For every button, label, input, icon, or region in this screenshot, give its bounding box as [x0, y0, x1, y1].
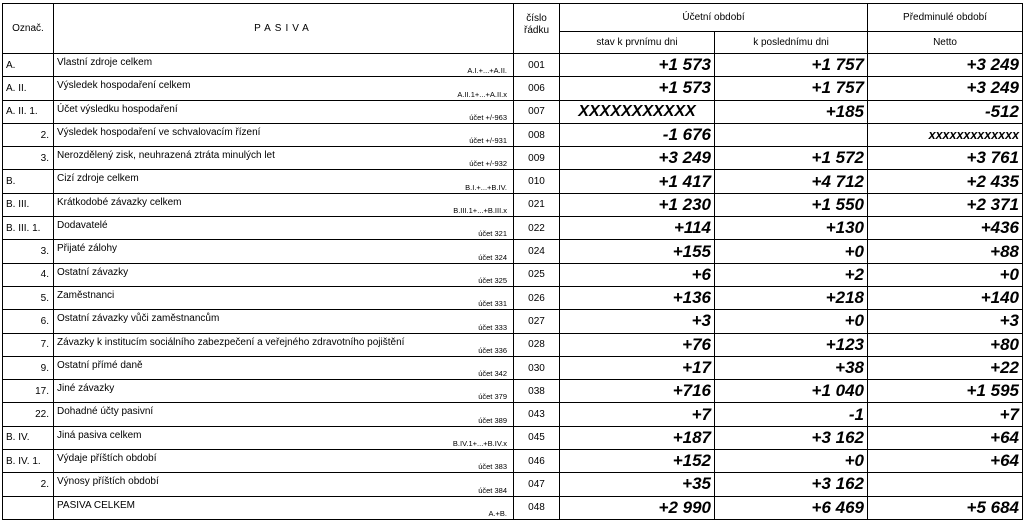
row-oznaceni: B. III.	[3, 193, 54, 216]
row-oznaceni: B. III. 1.	[3, 217, 54, 240]
row-oznaceni: 5.	[3, 286, 54, 309]
value-netto: +436	[868, 217, 1023, 240]
row-label-cell	[54, 473, 514, 496]
row-account-ref: účet 336	[478, 345, 507, 355]
row-oznaceni: 22.	[3, 403, 54, 426]
value-first-day: +136	[560, 286, 715, 309]
table-row	[3, 333, 1023, 356]
row-cislo-radku: 007	[514, 100, 560, 123]
value-first-day: +1 417	[560, 170, 715, 193]
row-cislo-radku: 030	[514, 356, 560, 379]
row-label: Účet výsledku hospodaření	[57, 103, 178, 115]
row-account-ref: A.+B.	[488, 508, 507, 518]
row-cislo-radku: 021	[514, 193, 560, 216]
row-account-ref: účet 321	[478, 229, 507, 239]
table-row	[3, 286, 1023, 309]
row-account-ref: A.I.+...+A.II.	[467, 66, 507, 76]
row-label: Závazky k institucím sociálního zabezpečení a veřejného zdravotního pojištění	[57, 336, 405, 348]
row-label: Výdaje příštích období	[57, 453, 157, 465]
row-account-ref: účet 325	[478, 275, 507, 285]
value-netto: +3 761	[868, 147, 1023, 170]
header-predminule-obdobi: Předminulé období	[868, 4, 1023, 32]
row-label: Cizí zdroje celkem	[57, 173, 139, 185]
value-netto: +5 684	[868, 496, 1023, 519]
value-last-day: +4 712	[715, 170, 868, 193]
row-label-cell	[54, 333, 514, 356]
value-last-day: +123	[715, 333, 868, 356]
value-last-day: +1 757	[715, 54, 868, 77]
value-first-day: +6	[560, 263, 715, 286]
value-netto: -512	[868, 100, 1023, 123]
header-netto: Netto	[868, 32, 1023, 54]
value-last-day: +3 162	[715, 473, 868, 496]
value-netto: +64	[868, 450, 1023, 473]
value-last-day: +0	[715, 310, 868, 333]
row-account-ref: účet 324	[478, 252, 507, 262]
row-label: Zaměstnanci	[57, 289, 115, 301]
value-netto: +80	[868, 333, 1023, 356]
row-oznaceni: 2.	[3, 473, 54, 496]
row-cislo-radku: 008	[514, 123, 560, 146]
value-last-day: -1	[715, 403, 868, 426]
table-row	[3, 473, 1023, 496]
row-cislo-radku: 026	[514, 286, 560, 309]
row-oznaceni: B.	[3, 170, 54, 193]
row-account-ref: účet 383	[478, 462, 507, 472]
value-first-day: +17	[560, 356, 715, 379]
value-last-day: +6 469	[715, 496, 868, 519]
table-row	[3, 426, 1023, 449]
table-row	[3, 147, 1023, 170]
row-label-cell	[54, 240, 514, 263]
table-row	[3, 263, 1023, 286]
row-oznaceni: 6.	[3, 310, 54, 333]
row-cislo-radku: 045	[514, 426, 560, 449]
row-label-cell	[54, 450, 514, 473]
table-row	[3, 450, 1023, 473]
row-label: Dodavatelé	[57, 220, 108, 232]
row-account-ref: účet 342	[478, 369, 507, 379]
value-netto: +0	[868, 263, 1023, 286]
row-label-cell	[54, 356, 514, 379]
row-oznaceni: 7.	[3, 333, 54, 356]
row-label: Krátkodobé závazky celkem	[57, 196, 182, 208]
value-netto: +140	[868, 286, 1023, 309]
row-label: Výnosy příštích období	[57, 476, 159, 488]
row-cislo-radku: 047	[514, 473, 560, 496]
row-label: Dohadné účty pasivní	[57, 406, 154, 418]
header-oznac: Označ.	[3, 4, 54, 54]
value-first-day: XXXXXXXXXXX	[560, 100, 715, 123]
row-cislo-radku: 043	[514, 403, 560, 426]
table-row	[3, 496, 1023, 519]
row-cislo-radku: 024	[514, 240, 560, 263]
value-first-day: +187	[560, 426, 715, 449]
value-last-day: +218	[715, 286, 868, 309]
row-label-cell	[54, 403, 514, 426]
value-last-day: +130	[715, 217, 868, 240]
row-cislo-radku: 027	[514, 310, 560, 333]
table-row	[3, 100, 1023, 123]
table-row	[3, 217, 1023, 240]
row-label-cell	[54, 217, 514, 240]
row-cislo-radku: 022	[514, 217, 560, 240]
row-account-ref: účet +/-932	[469, 159, 507, 169]
balance-sheet-liabilities	[2, 3, 1022, 520]
value-first-day: -1 676	[560, 123, 715, 146]
table-row	[3, 240, 1023, 263]
value-first-day: +114	[560, 217, 715, 240]
row-label-cell	[54, 286, 514, 309]
row-label: Výsledek hospodaření celkem	[57, 80, 191, 92]
value-netto: +3	[868, 310, 1023, 333]
row-oznaceni: 2.	[3, 123, 54, 146]
row-account-ref: B.III.1+...+B.III.x	[453, 206, 507, 216]
row-label: Nerozdělený zisk, neuhrazená ztráta minulých let	[57, 150, 275, 162]
value-netto: +3 249	[868, 54, 1023, 77]
table-row	[3, 380, 1023, 403]
row-cislo-radku: 038	[514, 380, 560, 403]
header-last-day: k poslednímu dni	[715, 32, 868, 54]
row-oznaceni: 4.	[3, 263, 54, 286]
row-oznaceni	[3, 496, 54, 519]
row-account-ref: A.II.1+...+A.II.x	[457, 89, 507, 99]
row-label: PASIVA CELKEM	[57, 499, 135, 511]
row-account-ref: účet 333	[478, 322, 507, 332]
value-netto: +88	[868, 240, 1023, 263]
row-oznaceni: 3.	[3, 240, 54, 263]
row-label-cell	[54, 54, 514, 77]
value-last-day	[715, 123, 868, 146]
value-first-day: +1 230	[560, 193, 715, 216]
row-oznaceni: A. II. 1.	[3, 100, 54, 123]
table-row	[3, 170, 1023, 193]
row-oznaceni: A.	[3, 54, 54, 77]
row-oznaceni: B. IV. 1.	[3, 450, 54, 473]
value-netto: xxxxxxxxxxxxx	[868, 123, 1023, 146]
table-row	[3, 403, 1023, 426]
row-oznaceni: 17.	[3, 380, 54, 403]
row-label: Jiná pasiva celkem	[57, 429, 142, 441]
row-account-ref: účet 379	[478, 392, 507, 402]
header-ucetni-obdobi: Účetní období	[560, 4, 868, 32]
value-first-day: +2 990	[560, 496, 715, 519]
row-account-ref: účet 384	[478, 485, 507, 495]
row-account-ref: účet 389	[478, 415, 507, 425]
table-row	[3, 193, 1023, 216]
header-cislo: číslo	[526, 13, 547, 24]
row-cislo-radku: 048	[514, 496, 560, 519]
table-row	[3, 356, 1023, 379]
row-label-cell	[54, 170, 514, 193]
pasiva-table	[2, 3, 1023, 520]
value-last-day: +0	[715, 450, 868, 473]
value-first-day: +716	[560, 380, 715, 403]
value-first-day: +3 249	[560, 147, 715, 170]
row-oznaceni: 9.	[3, 356, 54, 379]
row-oznaceni: A. II.	[3, 77, 54, 100]
header-radku: řádku	[523, 25, 549, 36]
row-account-ref: účet +/-931	[469, 136, 507, 146]
value-netto: +22	[868, 356, 1023, 379]
row-account-ref: účet 331	[478, 299, 507, 309]
value-last-day: +185	[715, 100, 868, 123]
value-first-day: +7	[560, 403, 715, 426]
value-netto: +7	[868, 403, 1023, 426]
row-label-cell	[54, 496, 514, 519]
row-label: Vlastní zdroje celkem	[57, 57, 153, 68]
value-netto: +64	[868, 426, 1023, 449]
row-label-cell	[54, 380, 514, 403]
header-first-day: stav k prvnímu dni	[560, 32, 715, 54]
value-netto: +1 595	[868, 380, 1023, 403]
value-last-day: +2	[715, 263, 868, 286]
table-row	[3, 77, 1023, 100]
row-oznaceni: 3.	[3, 147, 54, 170]
value-first-day: +3	[560, 310, 715, 333]
row-oznaceni: B. IV.	[3, 426, 54, 449]
row-label-cell	[54, 193, 514, 216]
row-cislo-radku: 028	[514, 333, 560, 356]
table-row	[3, 310, 1023, 333]
value-netto: +3 249	[868, 77, 1023, 100]
row-label-cell	[54, 426, 514, 449]
table-row	[3, 123, 1023, 146]
value-first-day: +152	[560, 450, 715, 473]
row-label-cell	[54, 147, 514, 170]
row-cislo-radku: 010	[514, 170, 560, 193]
value-last-day: +3 162	[715, 426, 868, 449]
row-label: Ostatní přímé daně	[57, 359, 143, 371]
row-cislo-radku: 025	[514, 263, 560, 286]
value-first-day: +1 573	[560, 54, 715, 77]
row-label-cell	[54, 77, 514, 100]
row-label: Výsledek hospodaření ve schvalovacím řízení	[57, 126, 261, 138]
value-last-day: +1 550	[715, 193, 868, 216]
row-label: Ostatní závazky vůči zaměstnancům	[57, 313, 220, 325]
row-cislo-radku: 001	[514, 54, 560, 77]
table-row	[3, 54, 1023, 77]
value-first-day: +155	[560, 240, 715, 263]
row-label-cell	[54, 263, 514, 286]
value-first-day: +1 573	[560, 77, 715, 100]
row-label: Jiné závazky	[57, 383, 115, 395]
row-label: Přijaté zálohy	[57, 243, 118, 255]
value-last-day: +1 572	[715, 147, 868, 170]
value-last-day: +1 757	[715, 77, 868, 100]
value-last-day: +1 040	[715, 380, 868, 403]
row-label-cell	[54, 310, 514, 333]
value-first-day: +35	[560, 473, 715, 496]
value-netto: +2 371	[868, 193, 1023, 216]
row-account-ref: účet +/-963	[469, 112, 507, 122]
value-netto: +2 435	[868, 170, 1023, 193]
header-pasiva: PASIVA	[54, 4, 514, 54]
row-account-ref: B.IV.1+...+B.IV.x	[452, 439, 507, 449]
value-last-day: +38	[715, 356, 868, 379]
value-first-day: +76	[560, 333, 715, 356]
row-label-cell	[54, 123, 514, 146]
value-last-day: +0	[715, 240, 868, 263]
header-cislo-radku	[514, 4, 560, 54]
row-cislo-radku: 009	[514, 147, 560, 170]
row-cislo-radku: 046	[514, 450, 560, 473]
row-label-cell	[54, 100, 514, 123]
row-label: Ostatní závazky	[57, 266, 129, 278]
row-cislo-radku: 006	[514, 77, 560, 100]
row-account-ref: B.I.+...+B.IV.	[465, 182, 507, 192]
value-netto	[868, 473, 1023, 496]
